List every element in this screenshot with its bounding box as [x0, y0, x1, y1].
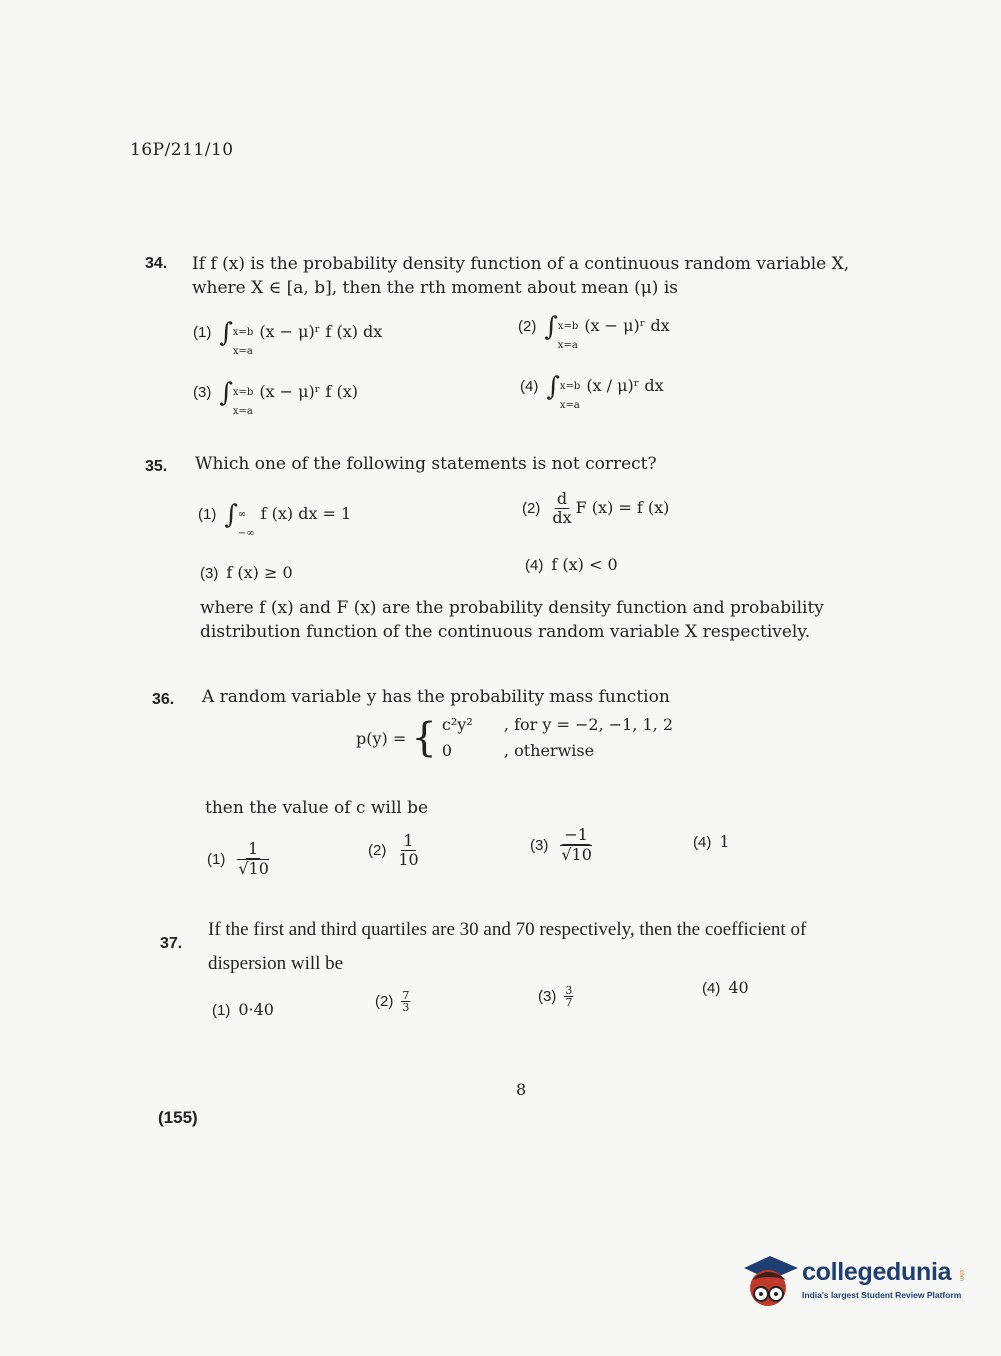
question-37-option-4[interactable]: (4) 40: [702, 978, 749, 997]
question-37-option-1[interactable]: (1) 0·40: [212, 1000, 274, 1019]
logo-domain: .com: [958, 1268, 964, 1282]
question-35-option-1[interactable]: (1) ∫ ∞ −∞ f (x) dx = 1: [198, 500, 352, 539]
left-brace-icon: {: [411, 715, 437, 761]
question-35-number: 35.: [145, 458, 168, 475]
question-35-text: Which one of the following statements is not correct?: [195, 454, 657, 474]
booklet-code: (155): [158, 1108, 198, 1127]
question-37-number: 37.: [160, 935, 183, 952]
question-34-option-2[interactable]: (2) ∫ x=b x=a (x − μ)ʳ dx: [518, 312, 670, 351]
question-34-option-3[interactable]: (3) ∫ x=b x=a (x − μ)ʳ f (x): [193, 378, 358, 417]
logo-tagline: India's largest Student Review Platform: [802, 1290, 962, 1300]
question-36-option-4[interactable]: (4) 1: [693, 832, 730, 851]
integral-icon: ∫: [224, 500, 238, 530]
collegedunia-logo: [740, 1250, 970, 1320]
question-35-note-line2: distribution function of the continuous random variable X respectively.: [200, 622, 811, 642]
question-36-option-1[interactable]: (1) $\frac{1}{√10}$: [207, 839, 269, 878]
question-37-text-line1: If the first and third quartiles are 30 and 70 respectively, then the coefficient of: [208, 919, 807, 940]
pmf-definition: p(y) = { c²y² , for y = −2, −1, 1, 2 0 , otherwise: [356, 715, 674, 761]
question-36-number: 36.: [152, 691, 175, 708]
question-35-note-line1: where f (x) and F (x) are the probability density function and probability: [200, 598, 824, 618]
page-number: 8: [516, 1080, 527, 1099]
question-37-option-2[interactable]: (2) $\frac{7}{3}$: [375, 989, 410, 1014]
question-35-option-4[interactable]: (4) f (x) < 0: [525, 555, 618, 574]
question-34-text-line1: If f (x) is the probability density function of a continuous random variable X,: [192, 254, 850, 274]
question-36-text: A random variable y has the probability mass function: [202, 687, 670, 707]
question-36-option-2[interactable]: (2) $\frac{1}{10}$: [368, 831, 419, 869]
question-35-option-2[interactable]: (2) $\frac{d}{dx}$ F (x) = f (x): [522, 489, 670, 527]
question-37-option-3[interactable]: (3) $\frac{3}{7}$: [538, 984, 573, 1009]
question-34-number: 34.: [145, 255, 168, 272]
question-35-option-3[interactable]: (3) f (x) ≥ 0: [200, 563, 293, 582]
question-34-text-line2: where X ∈ [a, b], then the rth moment about mean (μ) is: [192, 278, 678, 298]
integral-icon: ∫: [544, 312, 558, 342]
logo-wordmark: collegedunia: [802, 1258, 952, 1286]
integral-icon: ∫: [219, 378, 233, 408]
question-34-option-1[interactable]: (1) ∫ x=b x=a (x − μ)ʳ f (x) dx: [193, 318, 383, 357]
question-34-option-4[interactable]: (4) ∫ x=b x=a (x / μ)ʳ dx: [520, 372, 664, 411]
integral-icon: ∫: [219, 318, 233, 348]
integral-icon: ∫: [546, 372, 560, 402]
question-36-followup: then the value of c will be: [205, 798, 429, 818]
question-37-text-line2: dispersion will be: [208, 953, 344, 974]
question-36-option-3[interactable]: (3) $\frac{-1}{√10}$: [530, 825, 592, 864]
mascot-icon: [740, 1250, 802, 1320]
paper-code: 16P/211/10: [130, 140, 234, 160]
